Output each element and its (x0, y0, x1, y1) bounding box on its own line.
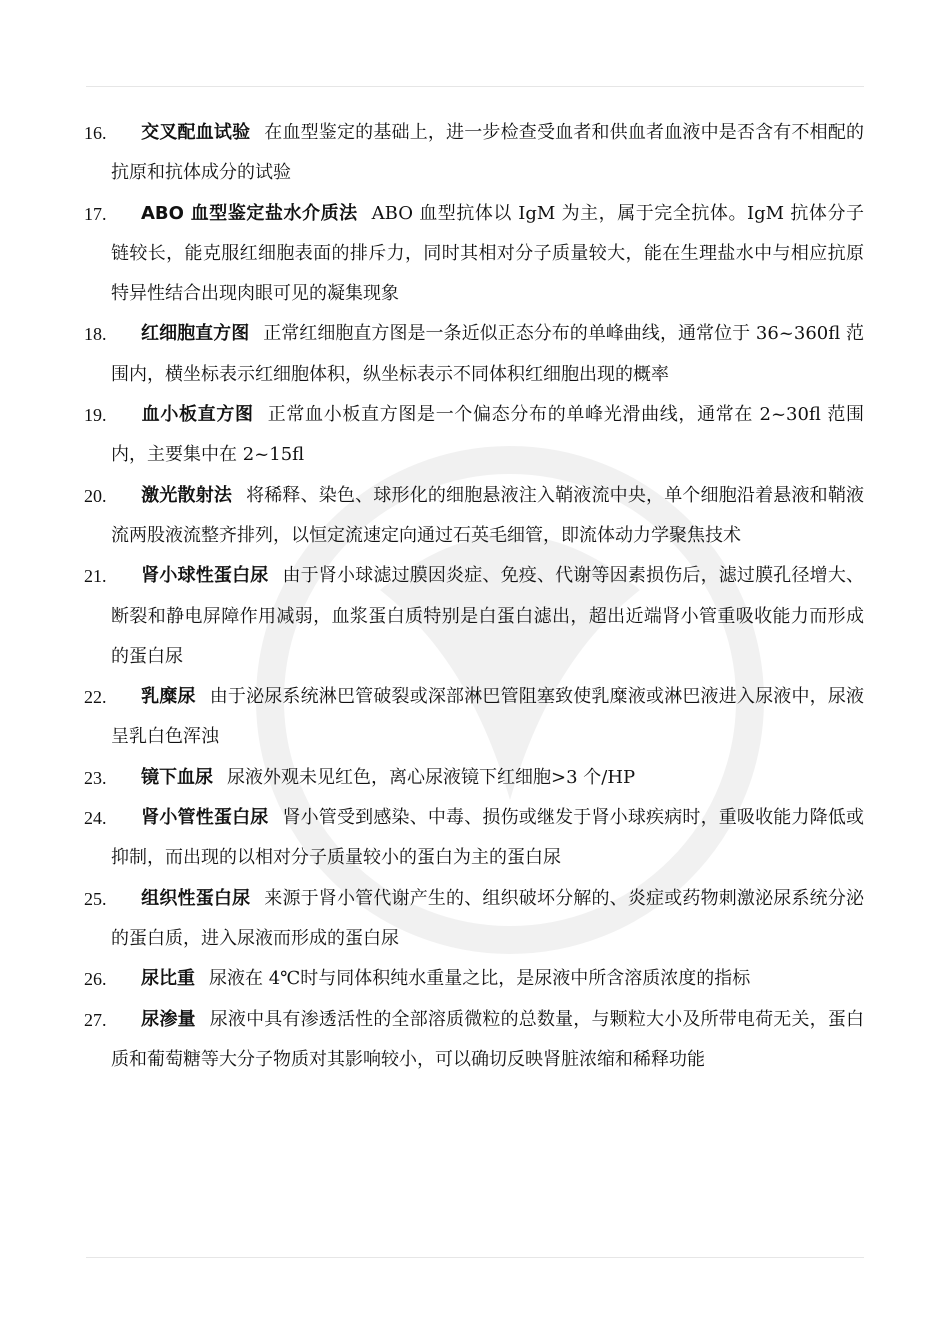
entry-number: 19. (84, 405, 107, 426)
entry-term: 红细胞直方图 (141, 323, 250, 345)
entry-term: 尿渗量 (141, 1008, 196, 1030)
entry-number: 27. (84, 1009, 107, 1030)
entry-number: 23. (84, 767, 107, 788)
glossary-entry-27 (84, 1000, 864, 1081)
glossary-entry-25 (84, 879, 864, 960)
entry-term: 交叉配血试验 (141, 122, 251, 143)
entry-number: 20. (84, 485, 107, 506)
entry-definition: 肾小管受到感染、中毒、损伤或继发于肾小球疾病时，重吸收能力降低或抑制，而出现的以相对分子质量较小的蛋白为主的蛋白尿 (111, 807, 864, 869)
entry-definition: 将稀释、染色、球形化的细胞悬液注入鞘液流中央，单个细胞沿着悬液和鞘液流两股液流整齐排列，以恒定流速定向通过石英毛细管，即流体动力学聚焦技术 (111, 484, 864, 546)
glossary-entry-26 (84, 959, 864, 999)
entry-term: 乳糜尿 (141, 686, 196, 708)
entry-definition: 由于肾小球滤过膜因炎症、免疫、代谢等因素损伤后，滤过膜孔径增大、断裂和静电屏障作用减弱，血浆蛋白质特别是白蛋白滤出，超出近端肾小管重吸收能力而形成的蛋白尿 (111, 565, 864, 667)
glossary-entry-23 (84, 758, 864, 798)
glossary-entry-16 (84, 113, 864, 194)
entry-definition: 正常红细胞直方图是一条近似正态分布的单峰曲线，通常位于 36~360fl 范围内，横坐标表示红细胞体积，纵坐标表示不同体积红细胞出现的概率 (111, 323, 864, 385)
glossary-entry-24 (84, 798, 864, 879)
footer-rule (86, 1257, 864, 1258)
glossary-entry-17 (84, 194, 864, 315)
entry-definition: 由于泌尿系统淋巴管破裂或深部淋巴管阻塞致使乳糜液或淋巴液进入尿液中，尿液呈乳白色浑浊 (111, 686, 864, 748)
entry-term: 肾小管性蛋白尿 (141, 807, 269, 829)
glossary-list (84, 113, 864, 1080)
entry-number: 26. (84, 969, 107, 990)
entry-number: 18. (84, 324, 107, 345)
glossary-entry-22 (84, 677, 864, 758)
glossary-entry-19 (84, 395, 864, 476)
header-rule (86, 86, 864, 87)
entry-term: 镜下血尿 (141, 766, 213, 788)
entry-term: ABO 血型鉴定盐水介质法 (141, 202, 358, 224)
entry-definition: ABO 血型抗体以 IgM 为主，属于完全抗体。IgM 抗体分子链较长，能克服红细胞表面的排斥力，同时其相对分子质量较大，能在生理盐水中与相应抗原特异性结合出现肉眼可见的凝集现象 (111, 202, 864, 305)
entry-term: 肾小球性蛋白尿 (141, 565, 269, 587)
entry-term: 尿比重 (141, 968, 195, 990)
entry-definition: 在血型鉴定的基础上，进一步检查受血者和供血者血液中是否含有不相配的抗原和抗体成分的试验 (111, 122, 865, 184)
entry-term: 激光散射法 (141, 484, 233, 506)
entry-definition: 正常血小板直方图是一个偏态分布的单峰光滑曲线，通常在 2~30fl 范围内，主要集中在 2~15fl (111, 404, 864, 466)
entry-definition: 尿液在 4℃时与同体积纯水重量之比，是尿液中所含溶质浓度的指标 (209, 968, 751, 990)
entry-number: 25. (84, 888, 107, 909)
glossary-entry-20 (84, 476, 864, 557)
entry-number: 22. (84, 687, 107, 708)
glossary-entry-21 (84, 556, 864, 677)
entry-definition: 来源于肾小管代谢产生的、组织破坏分解的、炎症或药物刺激泌尿系统分泌的蛋白质，进入尿液而形成的蛋白尿 (111, 887, 865, 949)
entry-definition: 尿液外观未见红色，离心尿液镜下红细胞>3 个/HP (227, 766, 636, 788)
entry-number: 17. (84, 203, 107, 224)
entry-term: 血小板直方图 (141, 404, 254, 426)
entry-number: 24. (84, 808, 107, 829)
entry-number: 21. (84, 566, 107, 587)
entry-number: 16. (84, 123, 107, 143)
entry-definition: 尿液中具有渗透活性的全部溶质微粒的总数量，与颗粒大小及所带电荷无关，蛋白质和葡萄糖等大分子物质对其影响较小，可以确切反映肾脏浓缩和稀释功能 (111, 1008, 864, 1070)
entry-term: 组织性蛋白尿 (141, 887, 251, 909)
glossary-entry-18 (84, 314, 864, 395)
